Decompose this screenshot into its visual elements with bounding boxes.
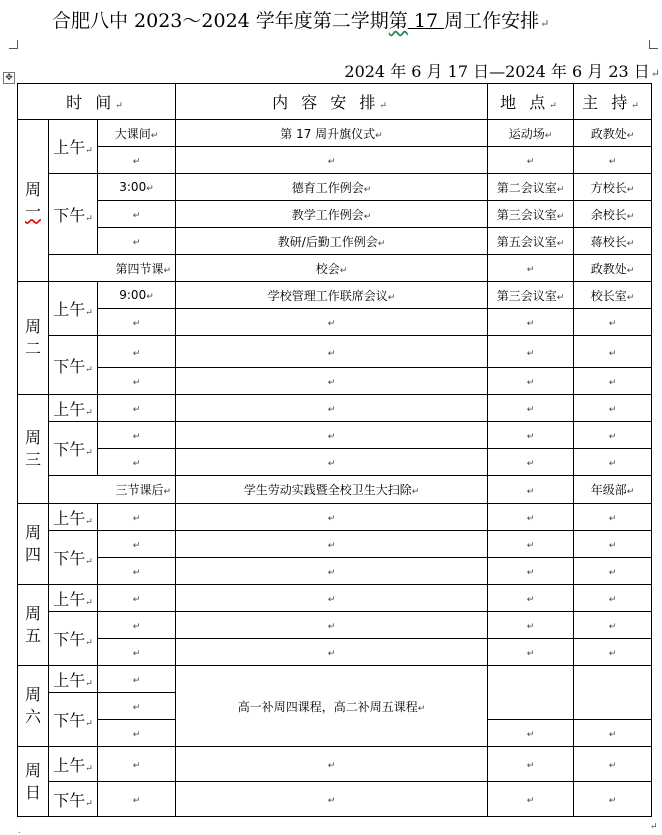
place-cell <box>488 666 574 720</box>
title-suffix: 周工作安排 <box>444 10 540 32</box>
content-cell: ↵ <box>176 395 488 422</box>
header-content: 内 容 安 排↵ <box>176 84 488 120</box>
time-cell: ↵ <box>98 309 176 336</box>
content-cell: ↵ <box>176 147 488 174</box>
content-cell: ↵ <box>176 639 488 666</box>
paragraph-mark-icon: ↵ <box>540 17 550 30</box>
day-cell-monday: 周 一 <box>18 120 49 282</box>
document-title <box>52 6 652 36</box>
content-cell: ↵ <box>176 504 488 531</box>
place-cell: ↵ <box>488 147 574 174</box>
host-cell: 余校长↵ <box>574 201 652 228</box>
place-cell: ↵ <box>488 255 574 282</box>
table-row <box>18 174 652 201</box>
margin-corner-icon <box>649 40 658 49</box>
table-row <box>18 666 652 693</box>
time-cell: ↵ <box>98 395 176 422</box>
time-cell: 三节课后↵ <box>49 476 176 504</box>
time-cell: ↵ <box>98 449 176 476</box>
period-cell-am: 上午↵ <box>49 666 98 693</box>
time-cell: ↵ <box>98 612 176 639</box>
table-row <box>18 639 652 666</box>
table-row <box>18 558 652 585</box>
table-row <box>18 585 652 612</box>
row-end-mark-icon: ↵ <box>650 822 658 832</box>
host-cell: 蒋校长↵ <box>574 228 652 255</box>
title-week-pre: 第 <box>388 10 408 32</box>
content-cell: 教研/后勤工作例会↵ <box>176 228 488 255</box>
time-cell: ↵ <box>98 504 176 531</box>
content-cell: ↵ <box>176 585 488 612</box>
content-cell: 德育工作例会↵ <box>176 174 488 201</box>
time-cell: ↵ <box>98 531 176 558</box>
period-cell-am: 上午↵ <box>49 282 98 336</box>
place-cell: ↵ <box>488 782 574 817</box>
day-cell-friday: 周 五 <box>18 585 49 666</box>
table-row <box>18 395 652 422</box>
host-cell: 方校长↵ <box>574 174 652 201</box>
period-cell-am: 上午↵ <box>49 120 98 174</box>
day-cell-sunday: 周 日 <box>18 747 49 817</box>
table-row <box>18 255 652 282</box>
content-cell: 校会↵ <box>176 255 488 282</box>
time-cell: ↵ <box>98 666 176 693</box>
schedule-table <box>17 83 652 817</box>
place-cell: ↵ <box>488 612 574 639</box>
table-row <box>18 422 652 449</box>
host-cell: ↵ <box>574 747 652 782</box>
date-range-text: 2024 年 6 月 17 日—2024 年 6 月 23 日 <box>344 62 650 81</box>
period-cell-pm: 下午↵ <box>49 693 98 747</box>
place-cell: ↵ <box>488 639 574 666</box>
table-row <box>18 612 652 639</box>
time-cell: ↵ <box>98 368 176 395</box>
table-header-row <box>18 84 652 120</box>
time-cell: ↵ <box>98 228 176 255</box>
day-cell-thursday: 周 四 <box>18 504 49 585</box>
host-cell: 年级部↵ <box>574 476 652 504</box>
header-time: 时 间↵ <box>18 84 176 120</box>
time-cell: ↵ <box>98 201 176 228</box>
content-cell: ↵ <box>176 558 488 585</box>
period-cell-am: 上午↵ <box>49 504 98 531</box>
place-cell: ↵ <box>488 449 574 476</box>
day-cell-tuesday: 周 二 <box>18 282 49 395</box>
table-row <box>18 531 652 558</box>
time-cell: ↵ <box>98 720 176 747</box>
host-cell: ↵ <box>574 368 652 395</box>
content-cell: ↵ <box>176 612 488 639</box>
time-cell: 3:00↵ <box>98 174 176 201</box>
place-cell: ↵ <box>488 422 574 449</box>
period-cell-pm: 下午↵ <box>49 422 98 476</box>
table-row <box>18 228 652 255</box>
time-cell: ↵ <box>98 558 176 585</box>
period-cell-am: 上午↵ <box>49 395 98 422</box>
host-cell: ↵ <box>574 147 652 174</box>
title-week-number: 17 <box>407 10 445 32</box>
host-cell: ↵ <box>574 558 652 585</box>
period-cell-pm: 下午↵ <box>49 531 98 585</box>
place-cell: ↵ <box>488 309 574 336</box>
title-prefix: 合肥八中 2023～2024 学年度第二学期 <box>52 10 389 32</box>
table-row <box>18 336 652 368</box>
place-cell: 第三会议室↵ <box>488 282 574 309</box>
table-row <box>18 120 652 147</box>
table-row <box>18 782 652 817</box>
host-cell: 政教处↵ <box>574 120 652 147</box>
place-cell: ↵ <box>488 531 574 558</box>
host-cell: ↵ <box>574 449 652 476</box>
host-cell: ↵ <box>574 504 652 531</box>
table-row <box>18 504 652 531</box>
margin-corner-icon <box>9 40 18 49</box>
host-cell: ↵ <box>574 782 652 817</box>
day-cell-saturday: 周 六 <box>18 666 49 747</box>
content-cell: ↵ <box>176 422 488 449</box>
content-cell: ↵ <box>176 368 488 395</box>
place-cell: ↵ <box>488 336 574 368</box>
host-cell: ↵ <box>574 720 652 747</box>
day-cell-wednesday: 周 三 <box>18 395 49 504</box>
time-cell: 大课间↵ <box>98 120 176 147</box>
table-row <box>18 282 652 309</box>
content-cell: ↵ <box>176 449 488 476</box>
place-cell: 第三会议室↵ <box>488 201 574 228</box>
content-cell: 学校管理工作联席会议↵ <box>176 282 488 309</box>
header-place: 地 点↵ <box>488 84 574 120</box>
place-cell: ↵ <box>488 720 574 747</box>
table-row <box>18 476 652 504</box>
content-cell: ↵ <box>176 531 488 558</box>
place-cell: 第二会议室↵ <box>488 174 574 201</box>
content-cell: ↵ <box>176 336 488 368</box>
host-cell: ↵ <box>574 422 652 449</box>
time-cell: ↵ <box>98 693 176 720</box>
period-cell-pm: 下午↵ <box>49 336 98 395</box>
table-row <box>18 147 652 174</box>
content-cell: 高一补周四课程，高二补周五课程↵ <box>176 666 488 747</box>
table-row <box>18 309 652 336</box>
place-cell: ↵ <box>488 747 574 782</box>
host-cell: 校长室↵ <box>574 282 652 309</box>
host-cell: ↵ <box>574 585 652 612</box>
time-cell: ↵ <box>98 639 176 666</box>
table-row <box>18 747 652 782</box>
time-cell: 第四节课↵ <box>49 255 176 282</box>
time-cell: ↵ <box>98 747 176 782</box>
place-cell: ↵ <box>488 368 574 395</box>
place-cell: 运动场↵ <box>488 120 574 147</box>
place-cell: ↵ <box>488 585 574 612</box>
paragraph-mark-icon: ↵ <box>650 67 660 80</box>
place-cell: ↵ <box>488 504 574 531</box>
time-cell: ↵ <box>98 422 176 449</box>
host-cell: ↵ <box>574 531 652 558</box>
period-cell-am: 上午↵ <box>49 747 98 782</box>
time-cell: ↵ <box>98 782 176 817</box>
period-cell-am: 上午↵ <box>49 585 98 612</box>
content-cell: ↵ <box>176 782 488 817</box>
period-cell-pm: 下午↵ <box>49 612 98 666</box>
host-cell: 政教处↵ <box>574 255 652 282</box>
host-cell: ↵ <box>574 395 652 422</box>
host-cell: ↵ <box>574 639 652 666</box>
time-cell: 9:00↵ <box>98 282 176 309</box>
table-move-handle-icon[interactable]: ✥ <box>3 72 15 84</box>
time-cell: ↵ <box>98 147 176 174</box>
place-cell: ↵ <box>488 476 574 504</box>
host-cell <box>574 666 652 720</box>
time-cell: ↵ <box>98 585 176 612</box>
table-row <box>18 368 652 395</box>
content-cell: ↵ <box>176 747 488 782</box>
host-cell: ↵ <box>574 309 652 336</box>
paragraph-dot-icon: . <box>18 826 21 835</box>
host-cell: ↵ <box>574 612 652 639</box>
period-cell-pm: 下午↵ <box>49 174 98 255</box>
content-cell: 第 17 周升旗仪式↵ <box>176 120 488 147</box>
place-cell: ↵ <box>488 395 574 422</box>
host-cell: ↵ <box>574 336 652 368</box>
table-row <box>18 201 652 228</box>
table-row <box>18 449 652 476</box>
content-cell: 学生劳动实践暨全校卫生大扫除↵ <box>176 476 488 504</box>
place-cell: ↵ <box>488 558 574 585</box>
date-range <box>300 60 660 84</box>
period-cell-pm: 下午↵ <box>49 782 98 817</box>
content-cell: ↵ <box>176 309 488 336</box>
content-cell: 教学工作例会↵ <box>176 201 488 228</box>
place-cell: 第五会议室↵ <box>488 228 574 255</box>
header-host: 主 持↵ <box>574 84 652 120</box>
time-cell: ↵ <box>98 336 176 368</box>
